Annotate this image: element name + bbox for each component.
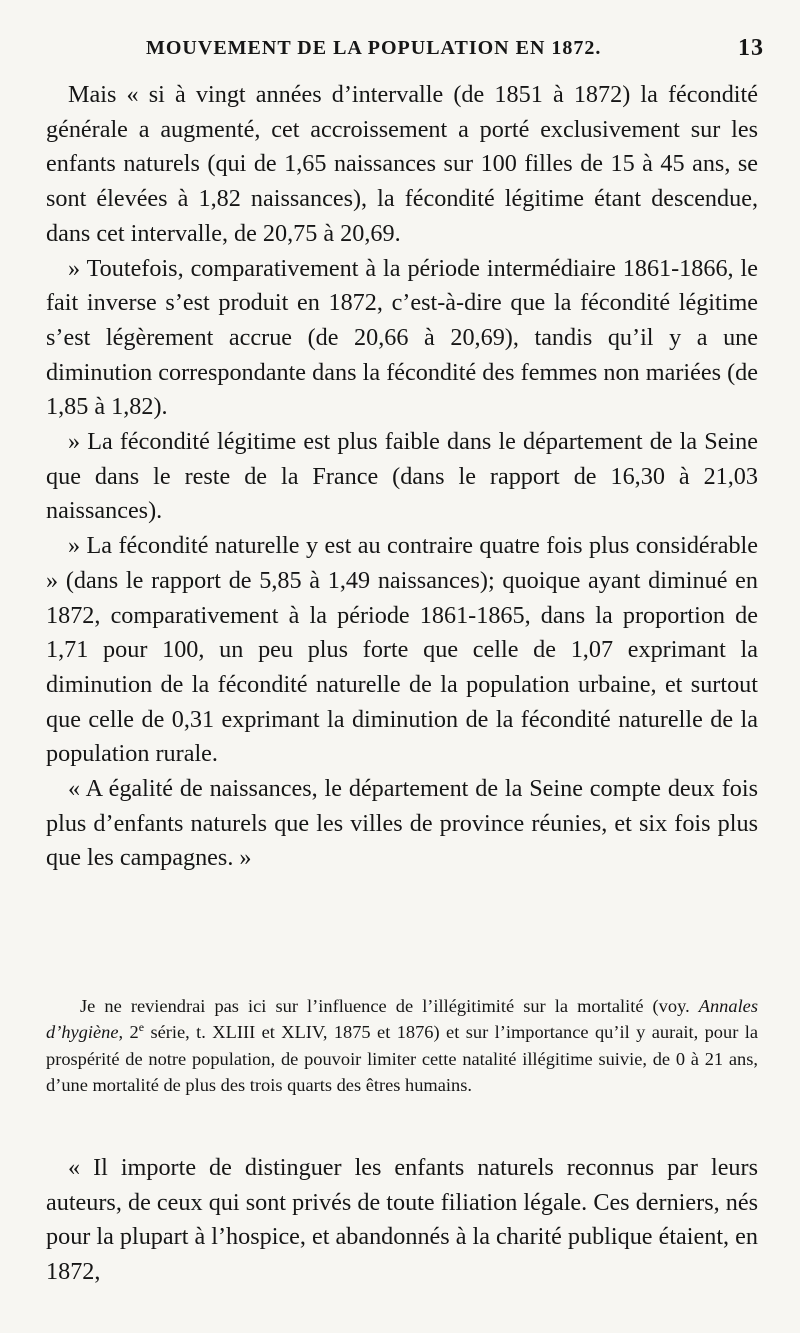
- paragraph: « A égalité de naissances, le département de la Seine compte deux fois plus d’enfants naturels que les villes de province réunies, et six fois plus que les campagnes. »: [46, 775, 758, 872]
- main-text: [46, 78, 758, 876]
- note-text-after: série, t. XLIII et XLIV, 1875 et 1876) et sur l’importance qu’il y aurait, pour la prospérité de notre population, de pouvoir limiter cette natalité illégitime suivie, de 0 à 21 ans, d’une mortalité de plus des trois quarts des êtres humains.: [46, 1022, 759, 1095]
- paragraph: Mais « si à vingt années d’intervalle (de 1851 à 1872) la fécondité générale a augmenté, cet accroissement a porté exclusivement sur les enfants naturels (qui de 1,65 naissances sur 100 filles de 15 à 45 ans, se sont élevées à 1,82 naissances), la fécondité légitime étant descendue, dans cet intervalle, de 20,75 à 20,69.: [46, 81, 758, 247]
- note-series: , 2: [118, 1022, 139, 1043]
- note-text-before: Je ne reviendrai pas ici sur l’influence de l’illégitimité sur la mortalité (voy.: [80, 996, 699, 1016]
- journal-title: Annales d’hygiène: [46, 996, 758, 1043]
- note-block: [46, 993, 758, 1098]
- running-header: [0, 33, 800, 67]
- continued-text: [46, 1151, 758, 1289]
- paragraph: « Il importe de distinguer les enfants naturels reconnus par leurs auteurs, de ceux qui sont privés de toute filiation légale. Ces derniers, nés pour la plupart à l’hospice, et abandonnés à la charité publique étaient, en 1872,: [46, 1154, 758, 1285]
- paragraph: » La fécondité naturelle y est au contraire quatre fois plus considérable » (dans le rapport de 5,85 à 1,49 naissances); quoique ayant diminué en 1872, comparativement à la période 1861-1865, dans la proportion de 1,71 pour 100, un peu plus forte que celle de 1,07 exprimant la diminution de la fécondité naturelle de la population urbaine, et surtout que celle de 0,31 exprimant la diminution de la fécondité naturelle de la population rurale.: [46, 532, 758, 768]
- paragraph: » La fécondité légitime est plus faible dans le département de la Seine que dans le reste de la France (dans le rapport de 16,30 à 21,03 naissances).: [46, 428, 758, 525]
- page-number: 13: [738, 35, 764, 61]
- note-superscript: e: [138, 1020, 145, 1035]
- note-paragraph: [46, 993, 758, 1098]
- running-title: MOUVEMENT DE LA POPULATION EN 1872.: [146, 37, 602, 59]
- paragraph: » Toutefois, comparativement à la période intermédiaire 1861-1866, le fait inverse s’est produit en 1872, c’est-à-dire que la fécondité légitime s’est légèrement accrue (de 20,66 à 20,69), tandis qu’il y a une diminution correspondante dans la fécondité des femmes non mariées (de 1,85 à 1,82).: [46, 254, 758, 421]
